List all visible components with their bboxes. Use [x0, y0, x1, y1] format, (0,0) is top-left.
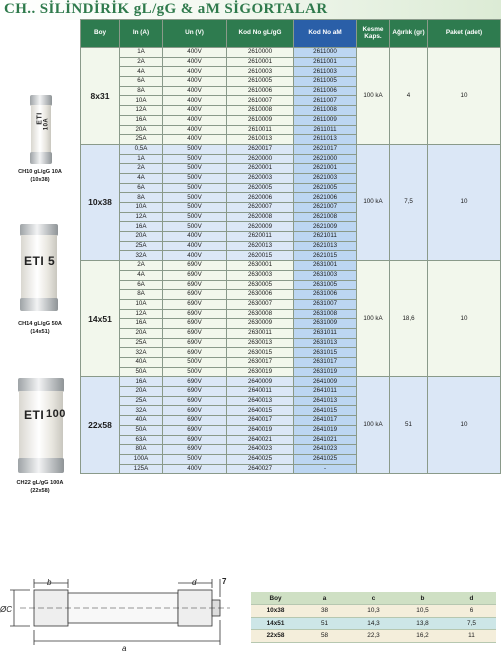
cell-kod-gl: 2610011 — [227, 125, 294, 135]
dim-label-c: ØC — [0, 605, 12, 614]
header-boy: Boy — [81, 20, 120, 48]
cell-kod-gl: 2640011 — [227, 387, 294, 397]
cell-in: 50A — [120, 425, 163, 435]
cell-un: 400V — [163, 464, 227, 474]
cell-kod-gl: 2610001 — [227, 57, 294, 67]
cell-un: 690V — [163, 445, 227, 455]
dims-cell: 7,5 — [447, 617, 496, 630]
cell-un: 500V — [163, 144, 227, 154]
cell-in: 16A — [120, 377, 163, 387]
dims-header-row — [251, 592, 496, 605]
cell-in: 6A — [120, 280, 163, 290]
cell-kod-gl: 2630011 — [227, 328, 294, 338]
caption-line1: CH14 gL/gG 50A — [18, 321, 62, 327]
fuse-marking: ETI — [24, 254, 45, 268]
fuse-caption-14x51 — [0, 321, 80, 336]
cell-kod-am: 2611003 — [294, 67, 357, 77]
table-row — [81, 144, 501, 154]
header-kod-am: Kod No aM — [294, 20, 357, 48]
dims-header-b: b — [398, 592, 447, 605]
cell-agirlik: 18,6 — [390, 261, 428, 377]
cell-in: 16A — [120, 222, 163, 232]
cell-kod-gl: 2640027 — [227, 464, 294, 474]
dims-cell: 10x38 — [251, 605, 300, 618]
cell-kod-gl: 2630019 — [227, 367, 294, 377]
cell-agirlik: 51 — [390, 377, 428, 474]
dims-cell: 14,3 — [349, 617, 398, 630]
cell-un: 690V — [163, 328, 227, 338]
table-row — [81, 48, 501, 58]
fuse-image-14x51 — [20, 224, 58, 312]
dims-cell: 11 — [447, 630, 496, 643]
cell-paket: 10 — [428, 261, 501, 377]
cell-kod-am: 2611006 — [294, 86, 357, 96]
cell-kod-am: 2621006 — [294, 193, 357, 203]
cell-kod-am: 2621009 — [294, 222, 357, 232]
cell-kod-gl: 2640023 — [227, 445, 294, 455]
header-kesme: Kesme Kaps. — [357, 20, 390, 48]
cell-kod-am: 2611000 — [294, 48, 357, 58]
cell-kod-am: 2641023 — [294, 445, 357, 455]
cell-kesme: 100 kA — [357, 377, 390, 474]
cell-in: 25A — [120, 135, 163, 145]
cell-in: 32A — [120, 251, 163, 261]
cell-un: 400V — [163, 115, 227, 125]
cell-un: 400V — [163, 125, 227, 135]
cell-un: 400V — [163, 232, 227, 242]
cell-kod-am: 2611001 — [294, 57, 357, 67]
cell-un: 400V — [163, 77, 227, 87]
dims-cell: 22,3 — [349, 630, 398, 643]
cell-kod-am: 2631007 — [294, 299, 357, 309]
cell-un: 690V — [163, 280, 227, 290]
dims-header-a: a — [300, 592, 349, 605]
cell-kod-am: 2631017 — [294, 358, 357, 368]
cell-kod-gl: 2630003 — [227, 270, 294, 280]
cell-un: 690V — [163, 290, 227, 300]
cell-kesme: 100 kA — [357, 261, 390, 377]
dims-cell: 14x51 — [251, 617, 300, 630]
cell-boy: 14x51 — [81, 261, 120, 377]
cell-un: 500V — [163, 212, 227, 222]
cell-un: 400V — [163, 241, 227, 251]
cell-in: 63A — [120, 435, 163, 445]
cell-kod-gl: 2630015 — [227, 348, 294, 358]
cell-un: 500V — [163, 367, 227, 377]
dimensions-table — [251, 592, 496, 643]
cell-un: 400V — [163, 57, 227, 67]
cell-kod-am: 2631015 — [294, 348, 357, 358]
cell-in: 20A — [120, 125, 163, 135]
caption-line1: CH10 gL/gG 10A — [18, 169, 62, 175]
cell-kod-am: 2621000 — [294, 154, 357, 164]
cell-un: 400V — [163, 48, 227, 58]
cell-un: 690V — [163, 338, 227, 348]
caption-line1: CH22 gL/gG 100A — [16, 480, 64, 486]
cell-kod-am: 2641009 — [294, 377, 357, 387]
cell-in: 4A — [120, 67, 163, 77]
cell-in: 10A — [120, 299, 163, 309]
cell-agirlik: 7,5 — [390, 144, 428, 260]
fuse-table — [80, 19, 501, 474]
cell-un: 690V — [163, 406, 227, 416]
cell-kod-gl: 2630001 — [227, 261, 294, 271]
cell-kod-am: 2621007 — [294, 203, 357, 213]
dims-cell: 6 — [447, 605, 496, 618]
cell-agirlik: 4 — [390, 48, 428, 145]
cell-kod-am: 2641013 — [294, 396, 357, 406]
dims-header-c: c — [349, 592, 398, 605]
cell-kod-am: 2631008 — [294, 309, 357, 319]
cell-kod-am: 2611013 — [294, 135, 357, 145]
cell-in: 16A — [120, 319, 163, 329]
dims-header-boy: Boy — [251, 592, 300, 605]
dim-label-d: d — [192, 578, 197, 587]
cell-in: 1A — [120, 154, 163, 164]
cell-paket: 10 — [428, 48, 501, 145]
cell-kod-am: 2641025 — [294, 454, 357, 464]
cell-kod-am: 2621013 — [294, 241, 357, 251]
header-un: Un (V) — [163, 20, 227, 48]
cell-kod-gl: 2640013 — [227, 396, 294, 406]
dim-label-a: a — [122, 644, 127, 653]
cell-kod-gl: 2620006 — [227, 193, 294, 203]
cell-un: 400V — [163, 96, 227, 106]
cell-kod-am: 2621001 — [294, 164, 357, 174]
fuse-image-22x58 — [18, 378, 64, 474]
cell-in: 12A — [120, 212, 163, 222]
fuse-marking: ETI — [36, 112, 44, 125]
cell-kod-gl: 2630005 — [227, 280, 294, 290]
header-agirlik: Ağırlık (gr) — [390, 20, 428, 48]
cell-kod-gl: 2610000 — [227, 48, 294, 58]
cell-un: 400V — [163, 86, 227, 96]
cell-kod-gl: 2610008 — [227, 106, 294, 116]
fuse-rating: 10A — [43, 117, 50, 131]
table-header-row — [81, 20, 501, 48]
cell-un: 690V — [163, 396, 227, 406]
cell-kesme: 100 kA — [357, 48, 390, 145]
cell-paket: 10 — [428, 144, 501, 260]
cell-in: 6A — [120, 183, 163, 193]
cell-in: 20A — [120, 328, 163, 338]
cell-kod-gl: 2620015 — [227, 251, 294, 261]
cell-un: 690V — [163, 299, 227, 309]
cell-kod-am: 2641015 — [294, 406, 357, 416]
cell-kod-gl: 2610005 — [227, 77, 294, 87]
dimension-drawing — [0, 575, 240, 655]
cell-kod-gl: 2620013 — [227, 241, 294, 251]
dims-cell: 10,5 — [398, 605, 447, 618]
cell-kod-gl: 2630009 — [227, 319, 294, 329]
cell-kod-gl: 2620009 — [227, 222, 294, 232]
dims-cell: 13,8 — [398, 617, 447, 630]
cell-kod-am: 2611008 — [294, 106, 357, 116]
cell-kod-gl: 2640017 — [227, 416, 294, 426]
cell-un: 690V — [163, 270, 227, 280]
cell-kod-am: 2631011 — [294, 328, 357, 338]
cell-in: 10A — [120, 96, 163, 106]
dims-cell: 51 — [300, 617, 349, 630]
cell-kod-am: 2621008 — [294, 212, 357, 222]
cell-kod-gl: 2610003 — [227, 67, 294, 77]
dims-row — [251, 605, 496, 618]
cell-kod-am: 2631009 — [294, 319, 357, 329]
cell-un: 690V — [163, 261, 227, 271]
cell-un: 500V — [163, 154, 227, 164]
cell-kod-am: 2641019 — [294, 425, 357, 435]
header-kod-gl: Kod No gL/gG — [227, 20, 294, 48]
cell-un: 500V — [163, 222, 227, 232]
cell-kod-gl: 2630017 — [227, 358, 294, 368]
cell-kod-gl: 2620008 — [227, 212, 294, 222]
cell-kod-gl: 2610006 — [227, 86, 294, 96]
cell-kod-gl: 2610007 — [227, 96, 294, 106]
fuse-marking: ETI — [24, 408, 45, 422]
cell-in: 8A — [120, 290, 163, 300]
fuse-caption-10x38 — [0, 169, 80, 184]
cell-un: 400V — [163, 251, 227, 261]
fuse-image-10x38 — [30, 95, 52, 165]
cell-kod-gl: 2620011 — [227, 232, 294, 242]
cell-kod-am: 2631003 — [294, 270, 357, 280]
cell-in: 4A — [120, 173, 163, 183]
cell-in: 32A — [120, 406, 163, 416]
cell-kod-am: 2631019 — [294, 367, 357, 377]
caption-line2: (22x58) — [30, 487, 50, 494]
cell-kod-am: 2621011 — [294, 232, 357, 242]
cell-kod-am: 2641021 — [294, 435, 357, 445]
cell-in: 80A — [120, 445, 163, 455]
dim-label-b: b — [47, 578, 52, 587]
dims-row — [251, 630, 496, 643]
cell-kod-am: 2621003 — [294, 173, 357, 183]
cell-un: 500V — [163, 183, 227, 193]
dims-cell: 16,2 — [398, 630, 447, 643]
dims-cell: 22x58 — [251, 630, 300, 643]
cell-in: 0,5A — [120, 144, 163, 154]
dims-cell: 58 — [300, 630, 349, 643]
header-paket: Paket (adet) — [428, 20, 501, 48]
header-in: In (A) — [120, 20, 163, 48]
table-row — [81, 377, 501, 387]
cell-kod-am: 2621017 — [294, 144, 357, 154]
cell-un: 690V — [163, 435, 227, 445]
cell-in: 6A — [120, 77, 163, 87]
cell-kod-am: 2631006 — [294, 290, 357, 300]
dims-cell: 38 — [300, 605, 349, 618]
cell-in: 40A — [120, 358, 163, 368]
cell-kod-gl: 2620017 — [227, 144, 294, 154]
caption-line2: (10x38) — [30, 176, 50, 183]
cell-un: 690V — [163, 377, 227, 387]
cell-in: 16A — [120, 115, 163, 125]
cell-in: 50A — [120, 367, 163, 377]
cell-un: 400V — [163, 67, 227, 77]
cell-paket: 10 — [428, 377, 501, 474]
cell-un: 690V — [163, 425, 227, 435]
dim-label-7: 7 — [222, 577, 227, 586]
cell-in: 25A — [120, 241, 163, 251]
cell-kod-am: 2611007 — [294, 96, 357, 106]
cell-kesme: 100 kA — [357, 144, 390, 260]
cell-in: 2A — [120, 164, 163, 174]
cell-un: 500V — [163, 164, 227, 174]
dims-row — [251, 617, 496, 630]
cell-kod-am: 2631001 — [294, 261, 357, 271]
cell-kod-gl: 2640021 — [227, 435, 294, 445]
cell-un: 500V — [163, 193, 227, 203]
cell-kod-gl: 2630006 — [227, 290, 294, 300]
fuse-rating: 100 — [46, 408, 66, 420]
cell-un: 500V — [163, 358, 227, 368]
cell-in: 12A — [120, 309, 163, 319]
cell-kod-am: 2621005 — [294, 183, 357, 193]
dims-header-d: d — [447, 592, 496, 605]
cell-in: 20A — [120, 387, 163, 397]
cell-kod-gl: 2630008 — [227, 309, 294, 319]
cell-kod-gl: 2640015 — [227, 406, 294, 416]
cell-in: 25A — [120, 396, 163, 406]
cell-kod-gl: 2610013 — [227, 135, 294, 145]
table-row — [81, 261, 501, 271]
cell-kod-gl: 2620003 — [227, 173, 294, 183]
caption-line2: (14x51) — [30, 328, 50, 335]
cell-un: 400V — [163, 106, 227, 116]
cell-boy: 10x38 — [81, 144, 120, 260]
cell-in: 2A — [120, 261, 163, 271]
cell-in: 25A — [120, 338, 163, 348]
cell-kod-am: 2621015 — [294, 251, 357, 261]
cell-in: 100A — [120, 454, 163, 464]
cell-kod-gl: 2620001 — [227, 164, 294, 174]
cell-kod-gl: 2620005 — [227, 183, 294, 193]
cell-in: 125A — [120, 464, 163, 474]
fuse-caption-22x58 — [0, 480, 80, 495]
cell-kod-gl: 2640019 — [227, 425, 294, 435]
cell-un: 400V — [163, 135, 227, 145]
cell-kod-am: - — [294, 464, 357, 474]
cell-in: 20A — [120, 232, 163, 242]
cell-kod-gl: 2640009 — [227, 377, 294, 387]
cell-in: 40A — [120, 416, 163, 426]
cell-kod-am: 2641011 — [294, 387, 357, 397]
cell-in: 8A — [120, 86, 163, 96]
fuse-rating: 5 — [48, 254, 56, 268]
cell-kod-gl: 2630013 — [227, 338, 294, 348]
cell-kod-gl: 2610009 — [227, 115, 294, 125]
cell-kod-am: 2611005 — [294, 77, 357, 87]
cell-un: 500V — [163, 454, 227, 464]
cell-kod-gl: 2620000 — [227, 154, 294, 164]
cell-in: 12A — [120, 106, 163, 116]
cell-kod-am: 2611011 — [294, 125, 357, 135]
cell-kod-gl: 2640025 — [227, 454, 294, 464]
cell-boy: 8x31 — [81, 48, 120, 145]
cell-kod-gl: 2630007 — [227, 299, 294, 309]
cell-kod-am: 2631013 — [294, 338, 357, 348]
cell-kod-gl: 2620007 — [227, 203, 294, 213]
dims-cell: 10,3 — [349, 605, 398, 618]
cell-in: 2A — [120, 57, 163, 67]
cell-in: 32A — [120, 348, 163, 358]
cell-kod-am: 2641017 — [294, 416, 357, 426]
cell-in: 4A — [120, 270, 163, 280]
cell-in: 10A — [120, 203, 163, 213]
cell-un: 690V — [163, 416, 227, 426]
cell-kod-am: 2631005 — [294, 280, 357, 290]
cell-boy: 22x58 — [81, 377, 120, 474]
cell-un: 690V — [163, 387, 227, 397]
cell-un: 500V — [163, 173, 227, 183]
cell-un: 690V — [163, 309, 227, 319]
cell-in: 1A — [120, 48, 163, 58]
cell-kod-am: 2611009 — [294, 115, 357, 125]
cell-in: 8A — [120, 193, 163, 203]
cell-un: 690V — [163, 348, 227, 358]
cell-un: 500V — [163, 203, 227, 213]
page-title: CH.. SİLİNDİRİK gL/gG & aM SİGORTALAR — [4, 1, 328, 17]
cell-un: 690V — [163, 319, 227, 329]
